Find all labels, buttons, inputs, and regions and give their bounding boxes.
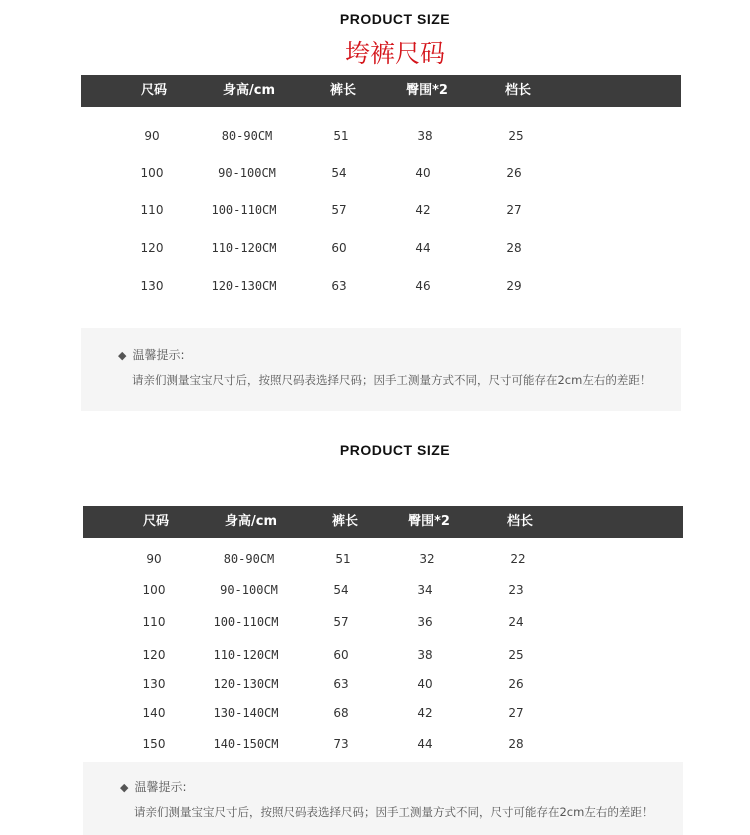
table-row [81, 163, 681, 183]
cell-hip: 42 [415, 203, 431, 217]
table-row [83, 703, 683, 723]
header-hip: 臀围*2 [408, 514, 450, 529]
cell-crotch: 26 [508, 677, 524, 691]
cell-length: 51 [335, 552, 351, 566]
table-row [81, 276, 681, 296]
cell-length: 73 [333, 737, 349, 751]
cell-length: 68 [333, 706, 349, 720]
cell-crotch: 25 [508, 648, 524, 662]
cell-hip: 38 [417, 129, 433, 143]
cell-height: 80-90CM [221, 129, 273, 143]
cell-size: 120 [140, 241, 164, 255]
cell-crotch: 27 [508, 706, 524, 720]
header-crotch: 档长 [506, 514, 534, 529]
diamond-icon: ◆ [120, 781, 129, 794]
header-length: 裤长 [331, 514, 359, 529]
cell-height: 90-100CM [220, 583, 278, 597]
cell-length: 54 [331, 166, 347, 180]
header-crotch: 档长 [504, 83, 532, 98]
cell-length: 54 [333, 583, 349, 597]
cell-length: 63 [333, 677, 349, 691]
cell-height: 120-130CM [211, 279, 277, 293]
cell-crotch: 26 [506, 166, 522, 180]
table-row [81, 238, 681, 258]
cell-hip: 32 [419, 552, 435, 566]
cell-height: 110-120CM [211, 241, 277, 255]
diamond-icon: ◆ [118, 349, 127, 362]
section1-title-en: PRODUCT SIZE [339, 11, 451, 27]
cell-hip: 36 [417, 615, 433, 629]
cell-crotch: 29 [506, 279, 522, 293]
cell-height: 90-100CM [218, 166, 276, 180]
cell-hip: 34 [417, 583, 433, 597]
cell-size: 130 [142, 677, 166, 691]
cell-size: 90 [144, 129, 160, 143]
cell-size: 110 [140, 203, 164, 217]
cell-hip: 38 [417, 648, 433, 662]
cell-hip: 46 [415, 279, 431, 293]
cell-size: 140 [142, 706, 166, 720]
cell-height: 120-130CM [213, 677, 279, 691]
tip-text: 请亲们测量宝宝尺寸后，按照尺码表选择尺码；因手工测量方式不同，尺寸可能存在2cm左右的差距！ [132, 373, 652, 387]
cell-hip: 40 [415, 166, 431, 180]
cell-crotch: 25 [508, 129, 524, 143]
cell-size: 120 [142, 648, 166, 662]
cell-size: 100 [140, 166, 164, 180]
cell-size: 130 [140, 279, 164, 293]
table-row [83, 645, 683, 665]
cell-length: 57 [331, 203, 347, 217]
tip-title: ◆ 温馨提示: [120, 780, 187, 794]
section1-table-header [81, 75, 681, 107]
cell-crotch: 22 [510, 552, 526, 566]
cell-size: 150 [142, 737, 166, 751]
cell-size: 110 [142, 615, 166, 629]
cell-length: 51 [333, 129, 349, 143]
cell-size: 100 [142, 583, 166, 597]
cell-height: 140-150CM [213, 737, 279, 751]
cell-length: 60 [333, 648, 349, 662]
cell-crotch: 28 [508, 737, 524, 751]
table-row [81, 200, 681, 220]
cell-height: 100-110CM [213, 615, 279, 629]
cell-height: 100-110CM [211, 203, 277, 217]
table-row [83, 549, 683, 569]
section2-tip-box [83, 762, 683, 835]
cell-hip: 40 [417, 677, 433, 691]
header-hip: 臀围*2 [406, 83, 448, 98]
cell-height: 110-120CM [213, 648, 279, 662]
table-row [83, 612, 683, 632]
header-size: 尺码 [142, 514, 170, 529]
table-row [81, 126, 681, 146]
table-row [83, 580, 683, 600]
cell-length: 60 [331, 241, 347, 255]
cell-crotch: 28 [506, 241, 522, 255]
tip-title: ◆ 温馨提示: [118, 348, 185, 362]
cell-length: 63 [331, 279, 347, 293]
cell-hip: 44 [417, 737, 433, 751]
table-row [83, 674, 683, 694]
section2-table-header [83, 506, 683, 538]
cell-length: 57 [333, 615, 349, 629]
table-row [83, 734, 683, 754]
header-height: 身高/cm [224, 514, 278, 529]
tip-text: 请亲们测量宝宝尺寸后，按照尺码表选择尺码；因手工测量方式不同，尺寸可能存在2cm左右的差距！ [134, 805, 654, 819]
cell-hip: 42 [417, 706, 433, 720]
header-size: 尺码 [140, 83, 168, 98]
section1-title-cn: 垮裤尺码 [344, 39, 445, 68]
cell-height: 80-90CM [223, 552, 275, 566]
cell-height: 130-140CM [213, 706, 279, 720]
cell-hip: 44 [415, 241, 431, 255]
cell-crotch: 23 [508, 583, 524, 597]
cell-crotch: 24 [508, 615, 524, 629]
header-length: 裤长 [329, 83, 357, 98]
section2-title-en: PRODUCT SIZE [339, 442, 451, 458]
section1-tip-box [81, 328, 681, 411]
cell-crotch: 27 [506, 203, 522, 217]
header-height: 身高/cm [222, 83, 276, 98]
cell-size: 90 [146, 552, 162, 566]
